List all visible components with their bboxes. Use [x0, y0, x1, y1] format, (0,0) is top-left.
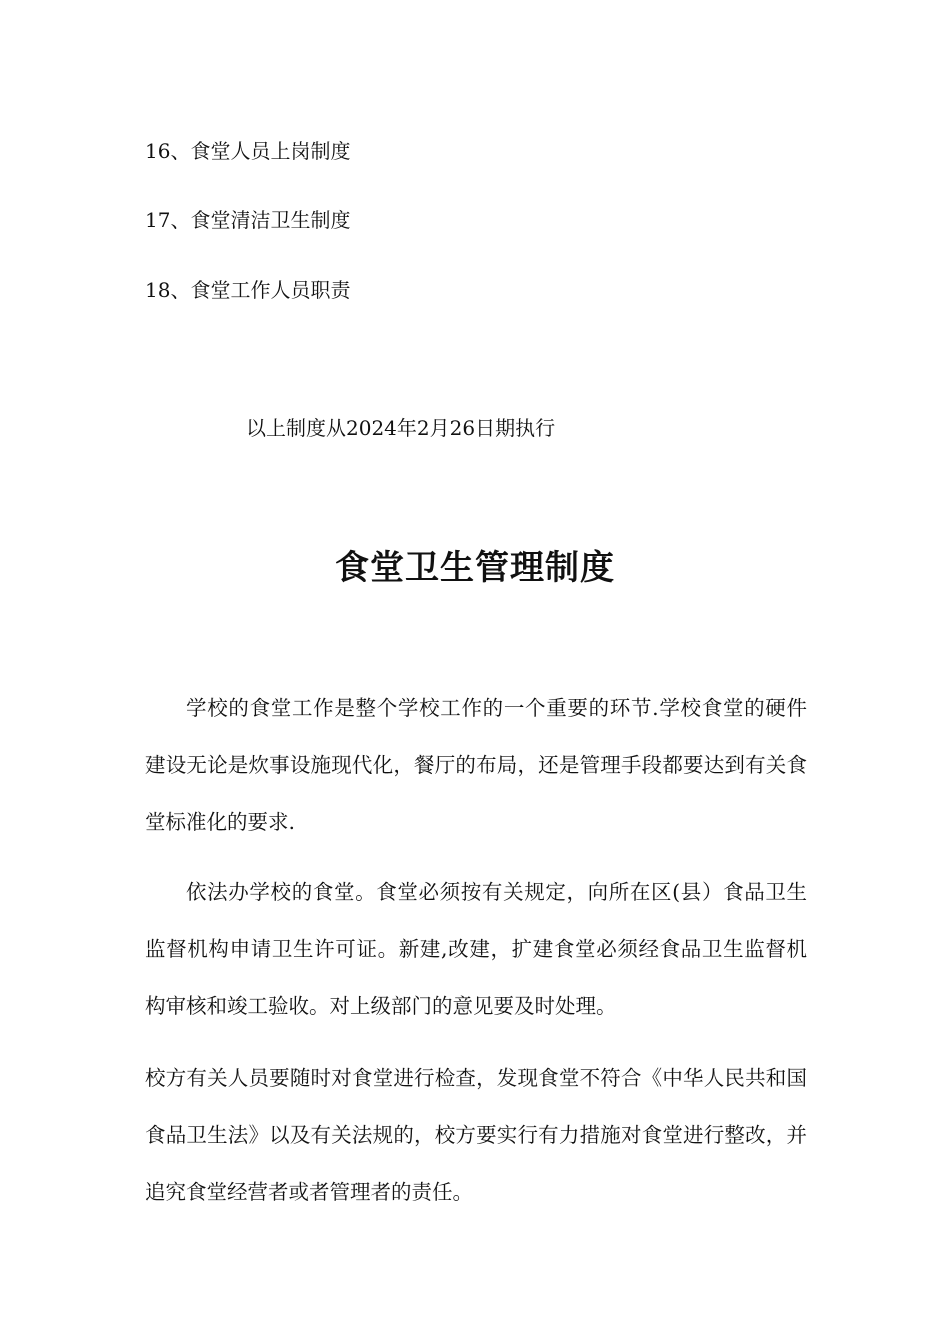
- paragraph-licensing: 依法办学校的食堂。食堂必须按有关规定，向所在区(县）食品卫生监督机构申请卫生许可证。新建,改建，扩建食堂必须经食品卫生监督机构审核和竣工验收。对上级部门的意见要及时处理。: [145, 880, 807, 1018]
- list-item-18: 18、食堂工作人员职责: [145, 278, 351, 302]
- paragraph-inspection: 校方有关人员要随时对食堂进行检查，发现食堂不符合《中华人民共和国食品卫生法》以及有关法规的，校方要实行有力措施对食堂进行整改，并追究食堂经营者或者管理者的责任。: [145, 1066, 807, 1204]
- list-item-16: 16、食堂人员上岗制度: [145, 139, 351, 163]
- document-title: 食堂卫生管理制度: [335, 548, 615, 588]
- paragraph-intro: 学校的食堂工作是整个学校工作的一个重要的环节.学校食堂的硬件建设无论是炊事设施现代化，餐厅的布局，还是管理手段都要达到有关食堂标准化的要求.: [145, 696, 807, 834]
- list-item-17: 17、食堂清洁卫生制度: [145, 208, 351, 232]
- execution-date-note: 以上制度从2024年2月26日期执行: [246, 416, 556, 440]
